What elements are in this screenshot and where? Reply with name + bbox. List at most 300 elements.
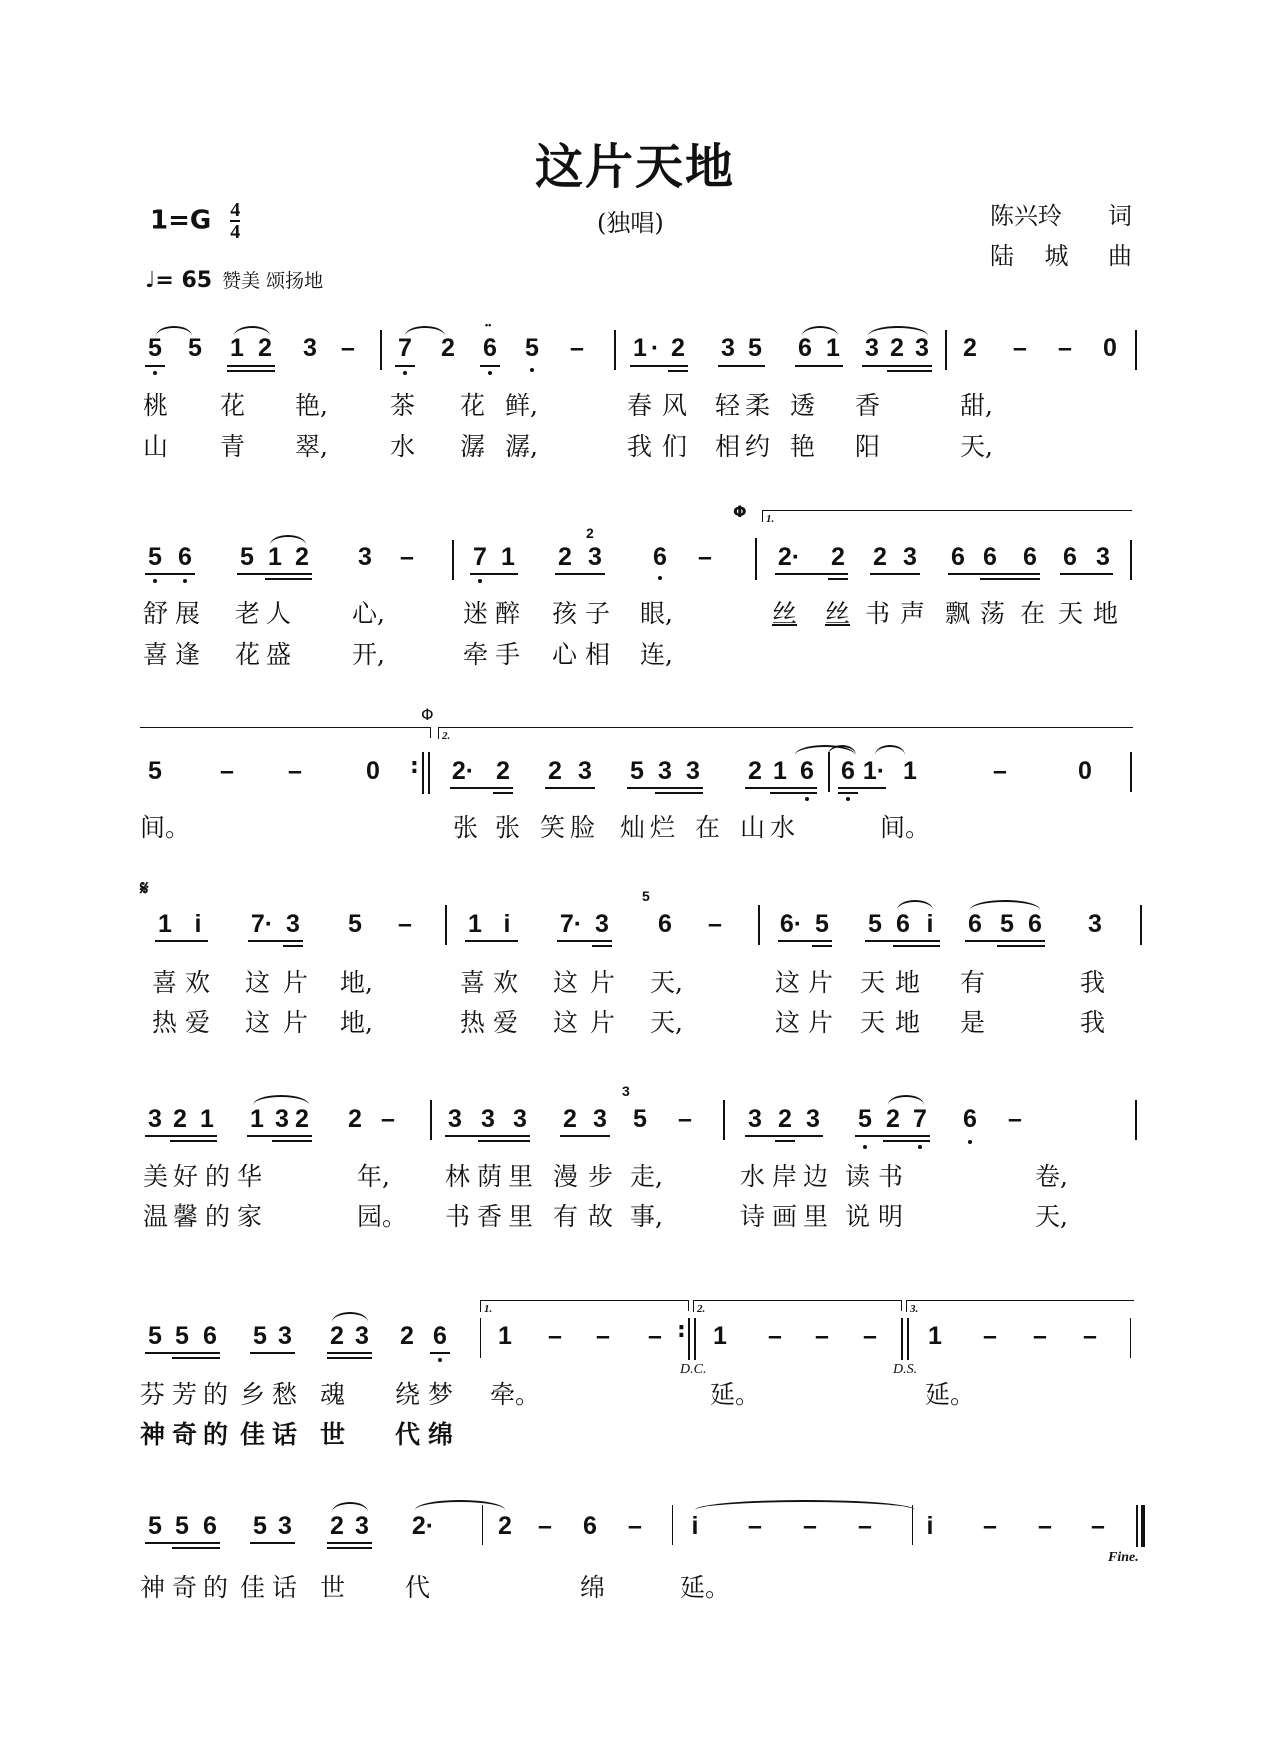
lyric: 佳 — [240, 1573, 266, 1602]
lyric: 花 — [220, 391, 246, 420]
lyric: 喜 — [143, 640, 169, 669]
note: – — [768, 1322, 782, 1350]
lyric: 卷, — [1035, 1162, 1068, 1191]
tempo-value: ♩= 65 — [145, 268, 213, 293]
lyric: 话 — [272, 1420, 298, 1449]
lyric: 透 — [790, 391, 816, 420]
lyric: 这 — [553, 968, 579, 997]
lyric: 喜 — [152, 968, 178, 997]
note: 3 — [593, 1105, 607, 1133]
note: 1 — [268, 543, 282, 571]
lyric: 片 — [808, 968, 834, 997]
lyric: 艳 — [790, 432, 816, 461]
lyric: 芬 — [140, 1380, 166, 1409]
key-signature — [150, 200, 240, 242]
lyric: 里 — [803, 1202, 829, 1231]
note: 6 — [483, 334, 497, 362]
barline — [1130, 540, 1132, 580]
lyric: 轻 — [715, 391, 741, 420]
note: 1 — [826, 334, 840, 362]
lyric: 牵。 — [490, 1380, 541, 1409]
note: 2 — [498, 1512, 512, 1540]
lyric: 林 — [445, 1162, 471, 1191]
note: 6 — [178, 543, 192, 571]
note: 3 — [1096, 543, 1110, 571]
note: 7 — [473, 543, 487, 571]
lyric: 延。 — [710, 1380, 761, 1409]
grace-note: 3 — [622, 1083, 630, 1099]
lyric: 岸 — [772, 1162, 798, 1191]
lyric: 心, — [352, 599, 385, 628]
lyric: 天 — [860, 968, 886, 997]
note: 5 — [240, 543, 254, 571]
barline — [430, 1100, 432, 1140]
note: i — [194, 910, 202, 938]
lyric: 代 — [405, 1573, 431, 1602]
note: – — [398, 910, 412, 938]
note: 2 — [831, 543, 845, 571]
note: 1 — [633, 334, 647, 362]
lyric: 地 — [895, 1008, 921, 1037]
lyric: 走, — [630, 1162, 663, 1191]
note: – — [400, 543, 414, 571]
lyric: 声 — [900, 599, 926, 628]
lyric: 青 — [220, 432, 246, 461]
lyric: 眼, — [640, 599, 673, 628]
note: – — [993, 757, 1007, 785]
note: 2 — [295, 543, 309, 571]
note: 6 — [1063, 543, 1077, 571]
lyric: 花 — [460, 391, 486, 420]
composer-role: 曲 — [1108, 242, 1132, 270]
lyric: 山 — [740, 813, 766, 842]
lyric: 好 — [173, 1162, 199, 1191]
grace-note: 2 — [586, 525, 594, 541]
note: – — [288, 757, 302, 785]
lyric: 芳 — [172, 1380, 198, 1409]
barline — [688, 1318, 690, 1360]
note: – — [983, 1512, 997, 1540]
lyric: 潺 — [460, 432, 486, 461]
lyric: 我 — [1080, 1008, 1106, 1037]
lyric: 荡 — [980, 599, 1006, 628]
segno-icon: 𝄋 — [140, 876, 149, 900]
note: – — [678, 1105, 692, 1133]
lyric: 热 — [460, 1008, 486, 1037]
lyric: 逢 — [175, 640, 201, 669]
lyric: 脸 — [570, 813, 596, 842]
note: – — [570, 334, 584, 362]
lyric: 绵 — [580, 1573, 606, 1602]
note: i — [691, 1512, 699, 1540]
note: 0 — [366, 757, 380, 785]
lyric: 欢 — [493, 968, 519, 997]
lyric: 世 — [320, 1573, 346, 1602]
note: 3 — [1088, 910, 1102, 938]
note: 1· — [862, 757, 886, 785]
note: 2 — [400, 1322, 414, 1350]
lyric: 这 — [553, 1008, 579, 1037]
note: 3 — [278, 1322, 292, 1350]
lyric: 美 — [143, 1162, 169, 1191]
note: 3 — [358, 543, 372, 571]
lyric: 是 — [960, 1008, 986, 1037]
note: 2 — [890, 334, 904, 362]
note: 6 — [433, 1322, 447, 1350]
note: 2· — [777, 543, 801, 571]
volta-bracket-1 — [480, 1300, 689, 1311]
barline — [828, 752, 830, 792]
note: 3 — [355, 1322, 369, 1350]
note: – — [815, 1322, 829, 1350]
lyricist-role: 词 — [1108, 202, 1132, 230]
note: 3 — [721, 334, 735, 362]
note: – — [381, 1105, 395, 1133]
lyric: 山 — [143, 432, 169, 461]
coda-icon: Φ — [421, 705, 434, 724]
note: 1 — [903, 757, 917, 785]
note: 7 — [398, 334, 412, 362]
lyric: 柔 — [745, 391, 771, 420]
note: 2 — [671, 334, 685, 362]
note: – — [803, 1512, 817, 1540]
note: 6 — [798, 334, 812, 362]
lyric: 孩 — [552, 599, 578, 628]
lyric: 开, — [352, 640, 385, 669]
lyric: 天, — [650, 968, 683, 997]
barline — [1140, 905, 1142, 945]
lyric: 水 — [740, 1162, 766, 1191]
barline — [1136, 1505, 1138, 1547]
lyric: 阳 — [855, 432, 881, 461]
time-sig-top: 4 — [230, 199, 241, 221]
lyric: 事, — [630, 1202, 663, 1231]
note: 2 — [295, 1105, 309, 1133]
lyric: 鲜, — [505, 391, 538, 420]
lyric: 年, — [357, 1162, 390, 1191]
lyric: 温 — [143, 1202, 169, 1231]
lyric: 欢 — [185, 968, 211, 997]
lyric: 张 — [453, 813, 479, 842]
note: 6 — [983, 543, 997, 571]
barline — [614, 330, 616, 370]
lyric: 水 — [770, 813, 796, 842]
barline — [480, 1318, 481, 1358]
lyric: 的 — [203, 1573, 229, 1602]
lyric: 舒 — [143, 599, 169, 628]
song-title: 这片天地 — [535, 139, 736, 195]
lyric: 片 — [590, 968, 616, 997]
lyric: 神 — [140, 1420, 166, 1449]
composer-name: 陆 城 — [990, 242, 1069, 270]
lyricist-name: 陈兴玲 — [990, 202, 1062, 230]
note: – — [648, 1322, 662, 1350]
lyric: 代 — [395, 1420, 421, 1449]
lyric: 老 — [235, 599, 261, 628]
note: 3 — [578, 757, 592, 785]
note: 2 — [748, 757, 762, 785]
lyric: 说 — [845, 1202, 871, 1231]
note: 2 — [963, 334, 977, 362]
lyric: 这 — [775, 1008, 801, 1037]
note: 2 — [558, 543, 572, 571]
note: 3 — [303, 334, 317, 362]
lyric: 片 — [590, 1008, 616, 1037]
note: 5 — [148, 1512, 162, 1540]
note: 6 — [583, 1512, 597, 1540]
note: 2· — [411, 1512, 435, 1540]
lyric: 迷 — [463, 599, 489, 628]
note: 7· — [250, 910, 274, 938]
note: 2 — [873, 543, 887, 571]
song-subtitle: (独唱) — [597, 209, 664, 237]
lyric: 的 — [203, 1420, 229, 1449]
lyric: 连, — [640, 640, 673, 669]
lyric: 相 — [715, 432, 741, 461]
note: 3 — [275, 1105, 289, 1133]
lyric: 边 — [803, 1162, 829, 1191]
lyric: 们 — [662, 432, 688, 461]
barline — [1130, 1318, 1131, 1358]
lyric: 华 — [237, 1162, 263, 1191]
barline — [1130, 752, 1132, 792]
note: 3 — [278, 1512, 292, 1540]
note: 1 — [250, 1105, 264, 1133]
note: 6 — [203, 1322, 217, 1350]
volta-number: 1. — [766, 513, 775, 525]
volta-number: 1. — [484, 1303, 493, 1315]
note: 5 — [633, 1105, 647, 1133]
lyric: 人 — [266, 599, 292, 628]
lyric: 这 — [245, 968, 271, 997]
lyric: 读 — [845, 1162, 871, 1191]
lyric: 有 — [960, 968, 986, 997]
barline — [428, 752, 430, 794]
lyric: 爱 — [493, 1008, 519, 1037]
note: – — [983, 1322, 997, 1350]
lyric: 香 — [477, 1202, 503, 1231]
barline — [422, 752, 424, 794]
lyric: 地 — [895, 968, 921, 997]
lyric: 飘 — [945, 599, 971, 628]
note: – — [1013, 334, 1027, 362]
lyric: 明 — [878, 1202, 904, 1231]
note: 3 — [686, 757, 700, 785]
note: · — [650, 334, 660, 362]
volta-number: 2. — [697, 1303, 706, 1315]
note: 2 — [258, 334, 272, 362]
lyric: 馨 — [173, 1202, 199, 1231]
note: – — [708, 910, 722, 938]
lyric: 漫 — [553, 1162, 579, 1191]
note: 1 — [498, 1322, 512, 1350]
note: 3 — [588, 543, 602, 571]
note: 5 — [148, 757, 162, 785]
note: 7 — [913, 1105, 927, 1133]
lyric: 我 — [1080, 968, 1106, 997]
note: – — [628, 1512, 642, 1540]
coda-icon: Φ — [733, 502, 747, 521]
lyric: 里 — [508, 1202, 534, 1231]
note: 2 — [778, 1105, 792, 1133]
lyric: 我 — [627, 432, 653, 461]
lyric: 热 — [152, 1008, 178, 1037]
note: i — [926, 910, 934, 938]
lyric: 甜, — [960, 391, 993, 420]
lyric: 奇 — [172, 1420, 198, 1449]
note: 6 — [841, 757, 855, 785]
lyric: 笑 — [540, 813, 566, 842]
note: 1 — [158, 910, 172, 938]
note: 5 — [748, 334, 762, 362]
note: 3 — [806, 1105, 820, 1133]
lyric: 绕 — [395, 1380, 421, 1409]
volta-bracket-2 — [438, 727, 1133, 738]
lyric: 醉 — [495, 599, 521, 628]
note: 5 — [148, 543, 162, 571]
lyric: 家 — [237, 1202, 263, 1231]
lyric: 相 — [585, 640, 611, 669]
lyric: 翠, — [295, 432, 328, 461]
barline — [1135, 330, 1137, 370]
lyric: 茶 — [390, 391, 416, 420]
tempo-marking — [145, 266, 323, 293]
lyric: 的 — [205, 1202, 231, 1231]
note: 2 — [496, 757, 510, 785]
note: 3 — [513, 1105, 527, 1133]
barline — [907, 1318, 909, 1360]
note: 2· — [451, 757, 475, 785]
lyric: 园。 — [357, 1202, 408, 1231]
lyric: 天, — [650, 1008, 683, 1037]
lyric: 话 — [272, 1573, 298, 1602]
note: 6 — [1023, 543, 1037, 571]
volta-number: 3. — [910, 1303, 919, 1315]
lyric: 灿 — [620, 813, 646, 842]
note: 5 — [525, 334, 539, 362]
note: 3 — [658, 757, 672, 785]
barline — [694, 1318, 696, 1360]
note: 3 — [595, 910, 609, 938]
note: 2 — [348, 1105, 362, 1133]
lyric: 香 — [855, 391, 881, 420]
lyric: 展 — [175, 599, 201, 628]
lyric: 间。 — [880, 813, 931, 842]
note: 6 — [653, 543, 667, 571]
lyric: 这 — [245, 1008, 271, 1037]
note: – — [858, 1512, 872, 1540]
lyric: 天 — [1058, 599, 1084, 628]
lyric: 片 — [283, 968, 309, 997]
note: 1 — [773, 757, 787, 785]
time-signature — [230, 200, 240, 242]
barline — [901, 1318, 903, 1360]
note: 3 — [355, 1512, 369, 1540]
volta-bracket-3 — [906, 1300, 1134, 1311]
lyric: 乡 — [240, 1380, 266, 1409]
barline — [445, 905, 447, 945]
note: i — [926, 1512, 934, 1540]
note: – — [538, 1512, 552, 1540]
barline — [912, 1505, 913, 1545]
note: – — [1058, 334, 1072, 362]
note: 5 — [868, 910, 882, 938]
lyric: 步 — [588, 1162, 614, 1191]
lyric: 延。 — [680, 1573, 731, 1602]
note: 2 — [441, 334, 455, 362]
barline — [452, 540, 454, 580]
note: 1 — [501, 543, 515, 571]
note: 6 — [963, 1105, 977, 1133]
lyric: 在 — [1020, 599, 1046, 628]
barline — [755, 538, 757, 580]
barline — [758, 905, 760, 945]
barline — [380, 330, 382, 370]
lyric: 天, — [1035, 1202, 1068, 1231]
note: 5 — [253, 1512, 267, 1540]
lyric: 地, — [340, 968, 373, 997]
barline — [672, 1505, 673, 1545]
note: 3 — [748, 1105, 762, 1133]
note: 5 — [148, 1322, 162, 1350]
note: 1 — [928, 1322, 942, 1350]
note: 2 — [563, 1105, 577, 1133]
note: 5 — [1000, 910, 1014, 938]
note: 0 — [1103, 334, 1117, 362]
note: 5 — [815, 910, 829, 938]
lyric: 天, — [960, 432, 993, 461]
volta-bracket-1 — [762, 510, 1132, 521]
lyric: 书 — [865, 599, 891, 628]
lyric: 春 — [627, 391, 653, 420]
note: 5 — [175, 1322, 189, 1350]
note: 5 — [858, 1105, 872, 1133]
note: 3 — [481, 1105, 495, 1133]
lyric: 张 — [495, 813, 521, 842]
note: 6· — [779, 910, 803, 938]
lyric: 丝 — [772, 599, 798, 628]
barline — [945, 330, 947, 370]
note: – — [1033, 1322, 1047, 1350]
note: – — [1091, 1512, 1105, 1540]
note: 3 — [915, 334, 929, 362]
lyric: 水 — [390, 432, 416, 461]
lyric: 里 — [508, 1162, 534, 1191]
lyric: 地, — [340, 1008, 373, 1037]
note: 2 — [173, 1105, 187, 1133]
note: – — [863, 1322, 877, 1350]
expression-text: 赞美 颂扬地 — [222, 270, 324, 292]
lyric: 愁 — [272, 1380, 298, 1409]
lyric: 间。 — [140, 813, 191, 842]
lyric: 神 — [140, 1573, 166, 1602]
fine-mark: Fine. — [1108, 1550, 1139, 1565]
volta-bracket-1-end — [140, 727, 431, 738]
note: – — [1083, 1322, 1097, 1350]
lyric: 桃 — [143, 391, 169, 420]
note: 2 — [886, 1105, 900, 1133]
lyric: 心 — [552, 640, 578, 669]
repeat-end-sign: : — [410, 754, 419, 779]
note: 2 — [548, 757, 562, 785]
lyric: 潺, — [505, 432, 538, 461]
lyric: 魂 — [320, 1380, 346, 1409]
note: 7· — [559, 910, 583, 938]
note: – — [698, 543, 712, 571]
note: 1 — [230, 334, 244, 362]
lyric: 荫 — [477, 1162, 503, 1191]
note: 5 — [148, 334, 162, 362]
